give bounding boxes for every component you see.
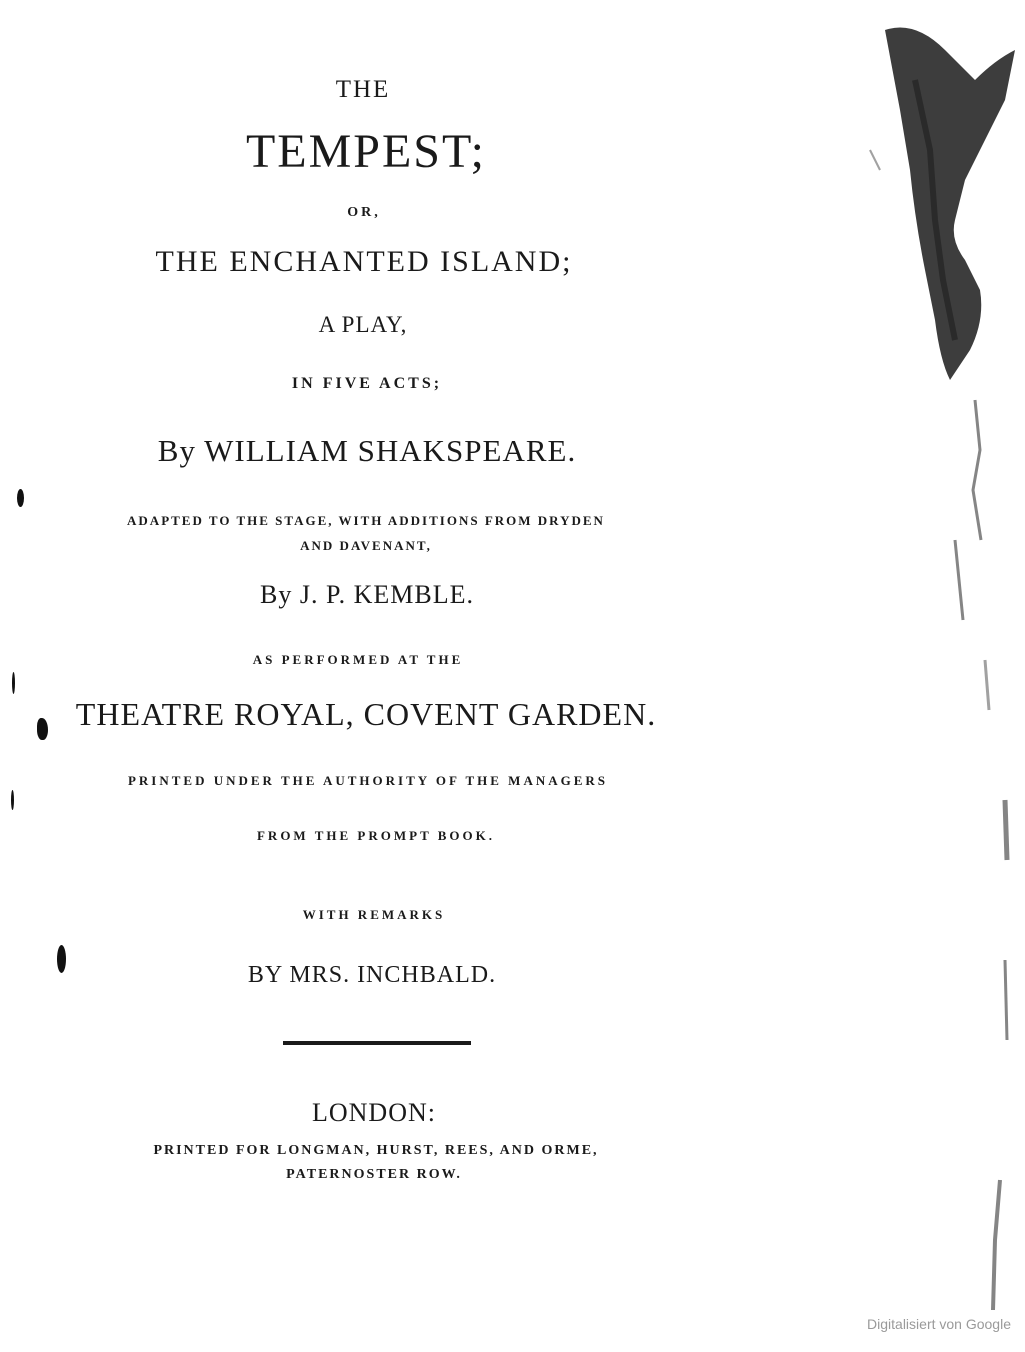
prompt-book-line: FROM THE PROMPT BOOK. (256, 828, 496, 843)
horizontal-rule (283, 1041, 471, 1045)
as-performed-label: AS PERFORMED AT THE (252, 652, 464, 667)
title-or: OR, (347, 205, 381, 220)
title-tempest: TEMPEST; (245, 125, 487, 178)
theatre-line: THEATRE ROYAL, COVENT GARDEN. (75, 696, 657, 732)
paternoster-line: PATERNOSTER ROW. (286, 1167, 462, 1182)
page-edge-shadow (855, 20, 1025, 1340)
ink-blot (11, 790, 14, 810)
adapted-line-2: AND DAVENANT, (300, 538, 432, 553)
inchbald-line: BY MRS. INCHBALD. (247, 962, 497, 988)
title-the: THE (335, 76, 391, 103)
ink-blot (37, 718, 48, 740)
digitization-watermark: Digitalisiert von Google (867, 1316, 1011, 1332)
a-play-label: A PLAY, (318, 312, 408, 337)
ink-blot (17, 489, 24, 507)
london-line: LONDON: (312, 1098, 436, 1127)
with-remarks-line: WITH REMARKS (302, 907, 446, 922)
kemble-line: By J. P. KEMBLE. (260, 580, 474, 609)
in-five-acts-label: IN FIVE ACTS; (291, 375, 443, 392)
printed-under-line: PRINTED UNDER THE AUTHORITY OF THE MANAGERS (127, 773, 609, 788)
adapted-line-1: ADAPTED TO THE STAGE, WITH ADDITIONS FROM DRYDEN (127, 513, 605, 528)
subtitle-enchanted-island: THE ENCHANTED ISLAND; (155, 245, 573, 278)
printed-for-line: PRINTED FOR LONGMAN, HURST, REES, AND ORME, (153, 1143, 599, 1158)
ink-blot (12, 672, 15, 694)
author-line: By WILLIAM SHAKSPEARE. (157, 433, 577, 468)
ink-blot (57, 945, 66, 973)
